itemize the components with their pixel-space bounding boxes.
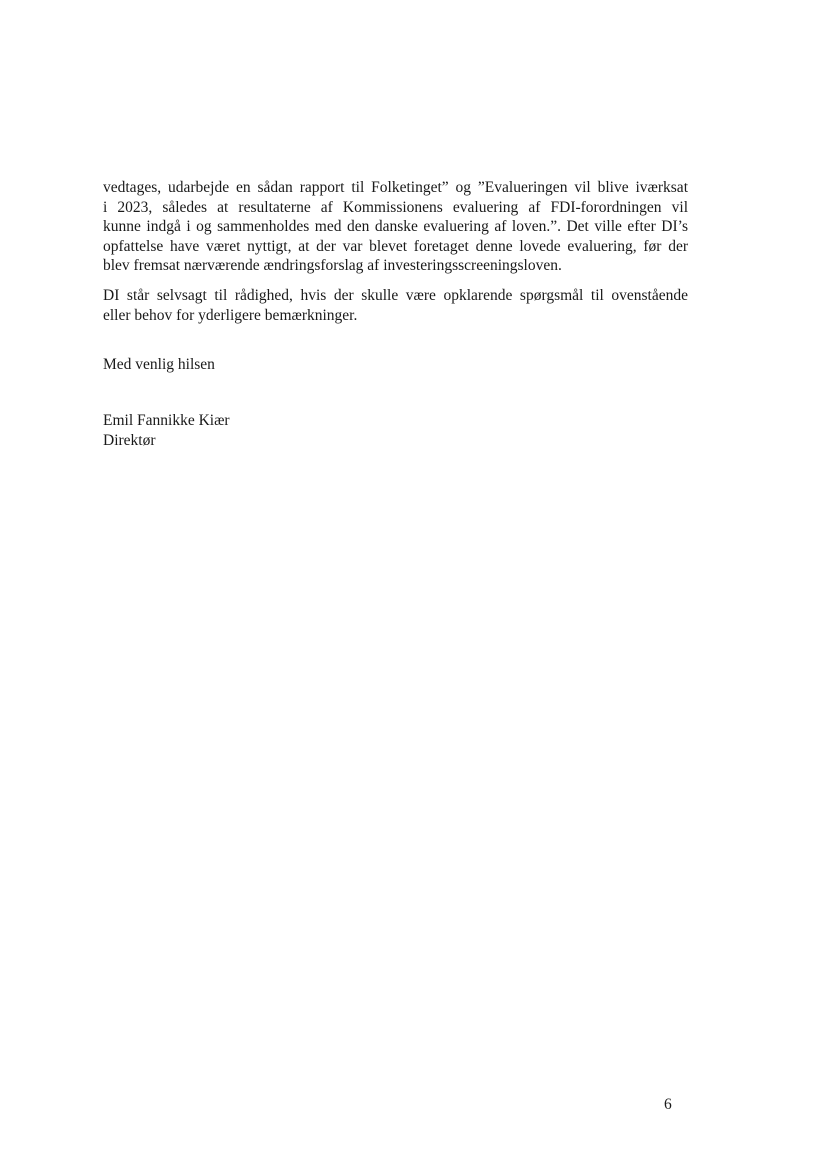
paragraph-line: eller behov for yderligere bemærkninger.: [103, 306, 358, 324]
signature-block: [103, 411, 688, 450]
page-number: 6: [664, 1096, 672, 1113]
paragraph-line: i 2023, således at resultaterne af Kommissionens evaluering af FDI-forordningen vil: [103, 198, 688, 216]
body-paragraph-evaluation: [103, 178, 688, 276]
paragraph-line: vedtages, udarbejde en sådan rapport til Folketinget” og ”Evalueringen vil blive iværksat: [103, 179, 688, 196]
paragraph-line: opfattelse have været nyttigt, at der var blevet foretaget denne lovede evaluering, før der: [103, 237, 688, 255]
signer-title: Direktør: [103, 431, 156, 449]
paragraph-line: blev fremsat nærværende ændringsforslag af investeringsscreeningsloven.: [103, 257, 562, 274]
body-paragraph-availability: [103, 286, 688, 325]
closing-greeting: [103, 355, 688, 375]
signer-name: Emil Fannikke Kiær: [103, 412, 230, 429]
paragraph-line: kunne indgå i og sammenholdes med den danske evaluering af loven.”. Det ville efter DI’s: [103, 218, 688, 235]
closing-text: Med venlig hilsen: [103, 356, 215, 373]
paragraph-line: DI står selvsagt til rådighed, hvis der skulle være opklarende spørgsmål til ovenstående: [103, 287, 688, 304]
